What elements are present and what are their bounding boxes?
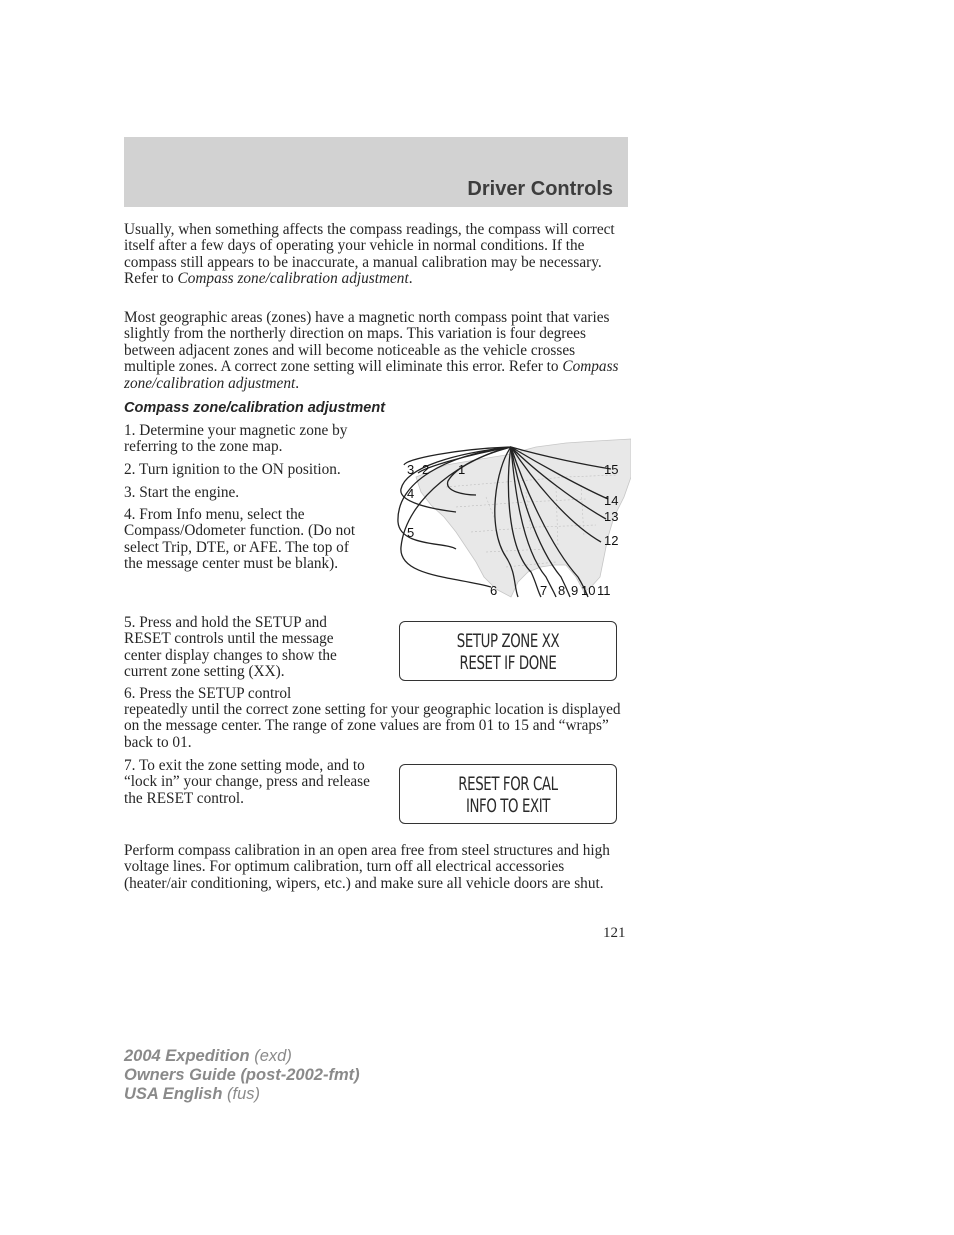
intro-p2-ref: Compass zone/calibration adjustment [124, 358, 619, 392]
zone-label-15: 15 [604, 462, 619, 477]
footer-line-3 [124, 1085, 360, 1104]
zone-label-8: 8 [558, 583, 566, 598]
zone-label-1: 1 [458, 462, 466, 477]
intro-p1-text: Usually, when something affects the compass readings, the compass will correct itself after a few days of operating your vehicle in normal conditions. If the compass still appears to be inaccurate, a manual calibration may be necessary. Refer to [124, 221, 615, 288]
zone-label-10: 10 [581, 583, 596, 598]
display-setup-line-2: RESET IF DONE [459, 652, 557, 674]
step-2: 2. Turn ignition to the ON position. [124, 461, 341, 478]
footer-line-2 [124, 1066, 360, 1085]
zone-label-4: 4 [407, 486, 415, 501]
zone-label-6: 6 [490, 583, 498, 598]
intro-p2-end: . [295, 374, 300, 392]
zone-label-7: 7 [540, 583, 548, 598]
document-footer [124, 1047, 360, 1104]
message-center-display-exit [399, 764, 617, 824]
display-exit-line-1: RESET FOR CAL [458, 773, 558, 795]
intro-p1-ref: Compass zone/calibration adjustment [177, 270, 409, 288]
step-7: 7. To exit the zone setting mode, and to “lock in” your change, press and release the RESET control. [124, 757, 370, 807]
intro-paragraph-1 [124, 222, 629, 288]
step-3: 3. Start the engine. [124, 484, 240, 501]
intro-p2-text: Most geographic areas (zones) have a magnetic north compass point that varies slightly from the northerly direction on maps. This variation is four degrees between adjacent zones and will become noticeable as the vehicle crosses multiple zones. A correct zone setting will eliminate this error. Refer to [124, 309, 610, 376]
step-5: 5. Press and hold the SETUP and RESET controls until the message center display changes to show the current zone setting (XX). [124, 614, 337, 681]
page-number: 121 [603, 925, 626, 941]
zone-label-13: 13 [604, 509, 619, 524]
closing-paragraph: Perform compass calibration in an open area free from steel structures and high voltage lines. For optimum calibration, turn off all electrical accessories (heater/air conditioning, wipers, etc.) and make sure all vehicle doors are shut. [124, 842, 610, 892]
footer-guide: Owners Guide (post-2002-fmt) [124, 1066, 360, 1084]
display-setup-line-1: SETUP ZONE XX [456, 630, 560, 652]
message-center-display-setup [399, 621, 617, 681]
section-heading: Compass zone/calibration adjustment [124, 400, 386, 416]
footer-line-1 [124, 1047, 360, 1066]
section-header-band [124, 137, 628, 207]
footer-language-code: (fus) [227, 1085, 260, 1103]
zone-label-2: 2 [422, 462, 430, 477]
step-4: 4. From Info menu, select the Compass/Odometer function. (Do not select Trip, DTE, or AFE. The top of the message center must be blank). [124, 506, 356, 573]
zone-label-9: 9 [571, 583, 579, 598]
footer-model-code: (exd) [254, 1047, 292, 1065]
section-title: Driver Controls [467, 178, 613, 200]
intro-p1-end: . [408, 270, 413, 288]
footer-model: 2004 Expedition [124, 1047, 250, 1065]
footer-language: USA English [124, 1085, 223, 1103]
zone-label-3: 3 [407, 462, 415, 477]
step-1: 1. Determine your magnetic zone by referring to the zone map. [124, 422, 348, 456]
zone-label-5: 5 [407, 525, 415, 540]
step-6-line-1: 6. Press the SETUP control [124, 685, 292, 702]
zone-label-12: 12 [604, 533, 619, 548]
intro-paragraph-2 [124, 310, 629, 392]
display-exit-line-2: INFO TO EXIT [465, 795, 551, 817]
step-6-rest: repeatedly until the correct zone setting for your geographic location is displayed on the message center. The range of zone values are from 01 to 15 and “wraps” back to 01. [124, 701, 621, 751]
zone-label-14: 14 [604, 493, 619, 508]
compass-zone-map [386, 437, 631, 600]
zone-label-11: 11 [597, 583, 611, 598]
